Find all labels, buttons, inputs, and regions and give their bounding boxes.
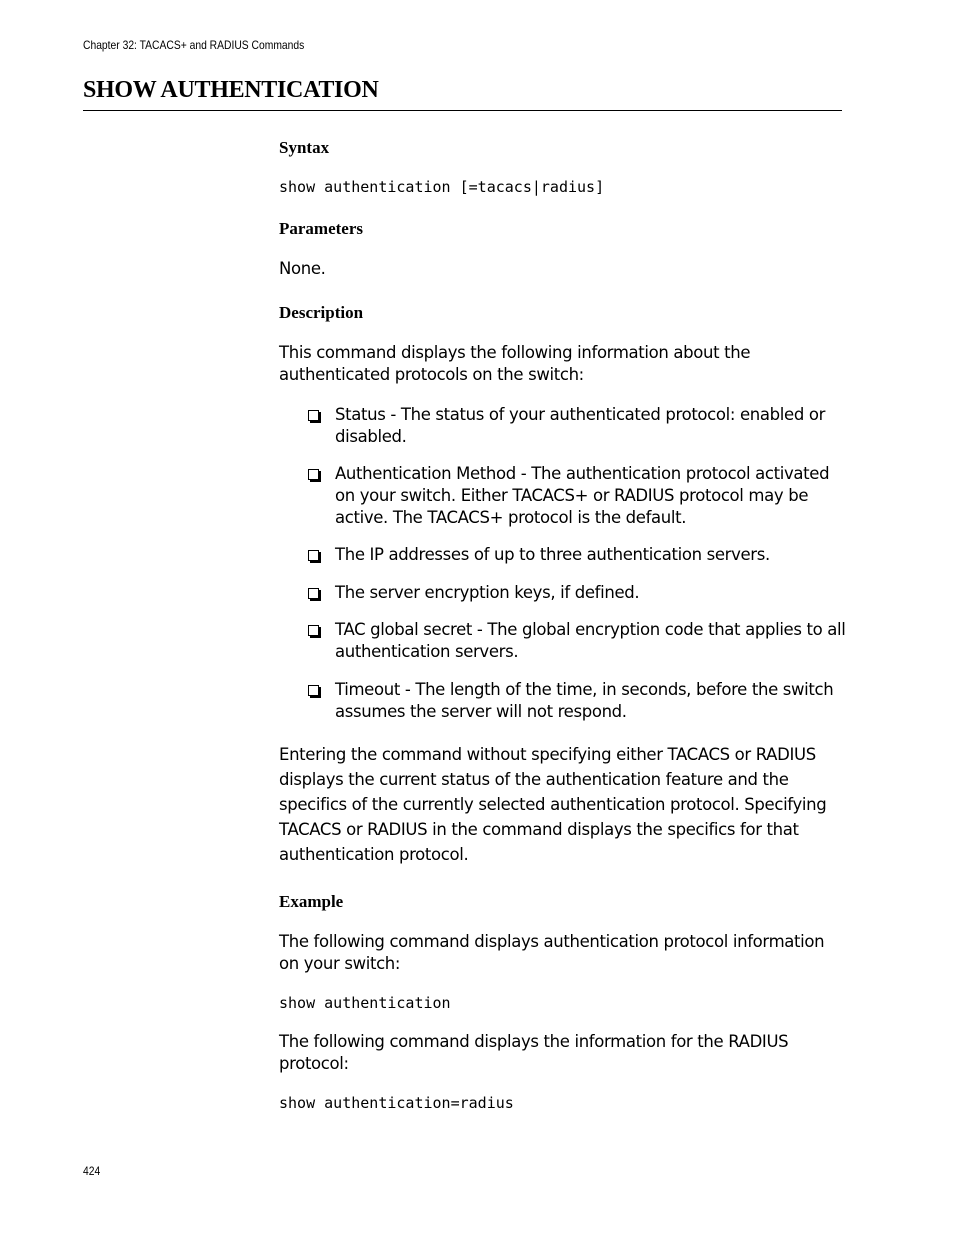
list-item-text: TAC global secret - The global encryption code that applies to all authentication servers. [335, 620, 846, 661]
checkbox-bullet-icon [308, 685, 319, 696]
title-rule [83, 110, 842, 111]
syntax-command-block [279, 177, 841, 197]
example-command-1: show authentication [279, 994, 451, 1012]
example-text-2-block [279, 1031, 799, 1075]
example-text-1: The following command displays authentication protocol information on your switch: [279, 932, 825, 973]
syntax-command: show authentication [=tacacs|radius] [279, 178, 605, 196]
checkbox-bullet-icon [308, 588, 319, 599]
checkbox-bullet-icon [308, 469, 319, 480]
syntax-heading: Syntax [279, 138, 330, 157]
parameters-heading: Parameters [279, 219, 364, 238]
list-item [306, 404, 846, 448]
description-closing-block [279, 742, 841, 867]
description-section [279, 303, 841, 323]
example-heading: Example [279, 892, 344, 911]
example-command-2: show authentication=radius [279, 1094, 514, 1112]
list-item-text: The server encryption keys, if defined. [335, 583, 640, 602]
page-title: SHOW AUTHENTICATION [83, 77, 379, 103]
list-item-text: Authentication Method - The authentication protocol activated on your switch. Either TACACS+ or RADIUS protocol may be active. The TACACS+ protocol is the default. [335, 464, 830, 527]
list-item [306, 544, 846, 566]
checkbox-bullet-icon [308, 625, 319, 636]
example-command-1-block [279, 993, 841, 1013]
list-item [306, 679, 846, 723]
list-item-text: Status - The status of your authenticated protocol: enabled or disabled. [335, 405, 826, 446]
checkbox-bullet-icon [308, 410, 319, 421]
list-item [306, 619, 846, 663]
list-item [306, 582, 846, 604]
checkbox-bullet-icon [308, 550, 319, 561]
list-item [306, 463, 846, 529]
page-number: 424 [83, 1164, 101, 1178]
parameters-text: None. [279, 259, 326, 278]
list-item-text: The IP addresses of up to three authentication servers. [335, 545, 770, 564]
parameters-section [279, 219, 841, 239]
example-text-2: The following command displays the information for the RADIUS protocol: [279, 1032, 789, 1073]
syntax-section [279, 138, 841, 158]
list-item-text: Timeout - The length of the time, in seconds, before the switch assumes the server will not respond. [335, 680, 834, 721]
description-intro-block [279, 342, 779, 386]
description-closing: Entering the command without specifying either TACACS or RADIUS displays the current status of the authentication feature and the specifics of the currently selected authentication protocol. Specifying TACACS or RADIUS in the command displays the specifics for that authentication protocol. [279, 745, 827, 864]
running-header: Chapter 32: TACACS+ and RADIUS Commands [83, 38, 305, 52]
description-heading: Description [279, 303, 364, 322]
example-section [279, 892, 841, 912]
example-text-1-block [279, 931, 841, 975]
description-intro: This command displays the following information about the authenticated protocols on the switch: [279, 343, 751, 384]
parameters-body [279, 258, 841, 280]
example-command-2-block [279, 1093, 841, 1113]
